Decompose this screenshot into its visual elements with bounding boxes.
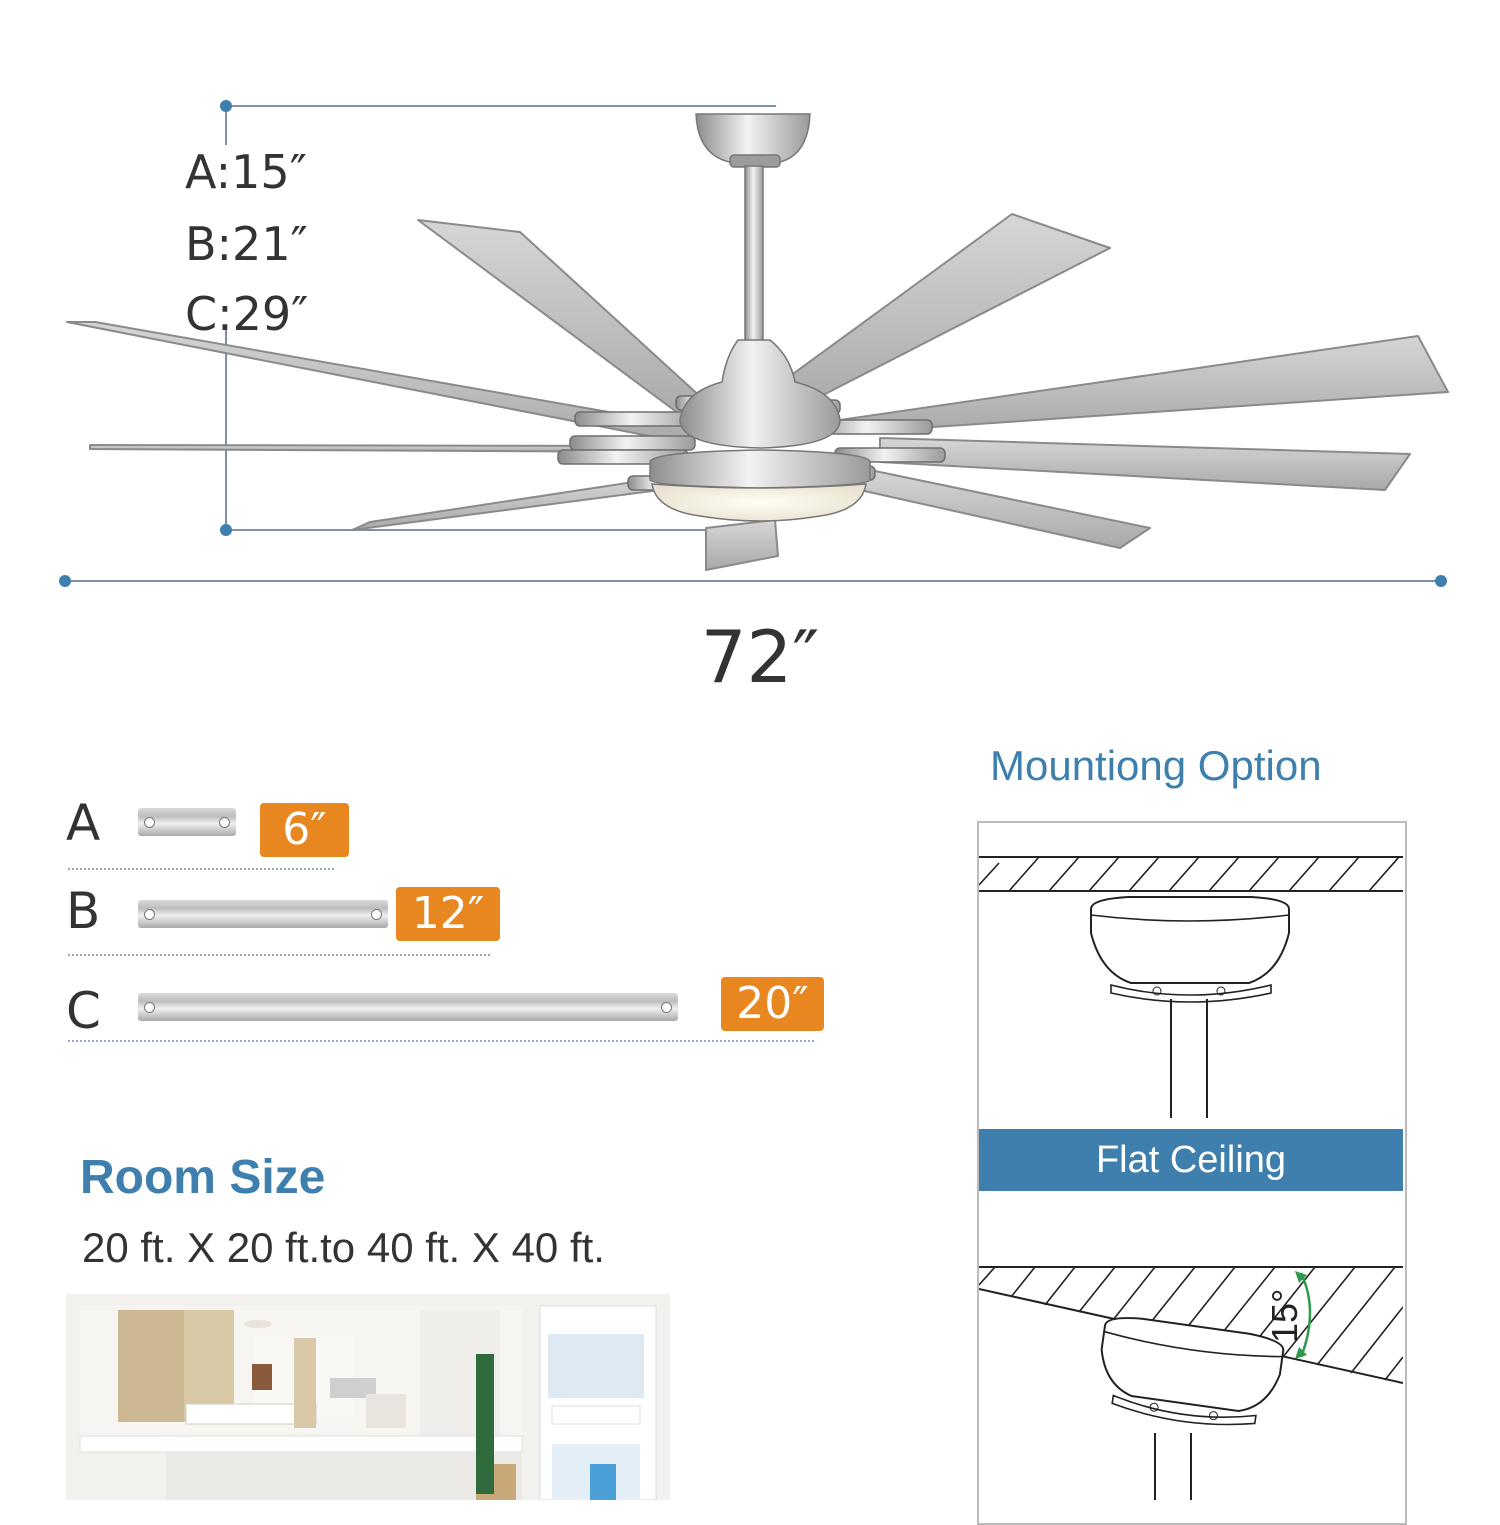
downrod-c bbox=[138, 993, 678, 1021]
downrod-length-badge-a: 6″ bbox=[260, 803, 349, 857]
downrod-length-badge-c: 20″ bbox=[721, 977, 824, 1031]
divider bbox=[68, 868, 334, 870]
fan-blade bbox=[860, 470, 1150, 548]
blade-span-label: 72″ bbox=[700, 615, 820, 699]
fan-blade bbox=[880, 438, 1410, 490]
downrod-length-badge-b: 12″ bbox=[396, 887, 500, 941]
fan-blade bbox=[760, 214, 1110, 412]
flat-ceiling-label: Flat Ceiling bbox=[979, 1129, 1403, 1191]
downrod-letter-a: A bbox=[66, 794, 101, 852]
fan-dimension-diagram bbox=[0, 0, 1500, 720]
width-guide-line bbox=[59, 575, 1447, 587]
height-label-c: C:29″ bbox=[185, 287, 309, 341]
fan-blade bbox=[840, 336, 1448, 432]
fan-blade bbox=[706, 520, 778, 570]
fan-light-housing bbox=[650, 450, 870, 488]
divider bbox=[68, 1040, 814, 1042]
height-label-b: B:21″ bbox=[185, 217, 308, 271]
room-illustration bbox=[66, 1294, 670, 1500]
fan-downrod bbox=[745, 166, 763, 341]
downrod-letter-b: B bbox=[66, 882, 101, 940]
mounting-option-title: Mountiong Option bbox=[990, 742, 1322, 789]
room-size-range: 20 ft. X 20 ft.to 40 ft. X 40 ft. bbox=[82, 1224, 605, 1271]
downrod-b bbox=[138, 900, 388, 928]
height-label-a: A:15″ bbox=[185, 145, 307, 199]
ceiling-angle-label: 15° bbox=[1264, 1288, 1305, 1343]
fan-blade bbox=[352, 478, 660, 530]
divider bbox=[68, 954, 490, 956]
fan-light-dome bbox=[652, 484, 866, 521]
room-size-title: Room Size bbox=[80, 1151, 326, 1204]
flat-ceiling-diagram bbox=[979, 823, 1403, 1128]
fan-body bbox=[650, 114, 870, 521]
downrod-a bbox=[138, 808, 236, 836]
downrod-letter-c: C bbox=[66, 982, 101, 1040]
angled-ceiling-diagram bbox=[979, 1193, 1403, 1500]
